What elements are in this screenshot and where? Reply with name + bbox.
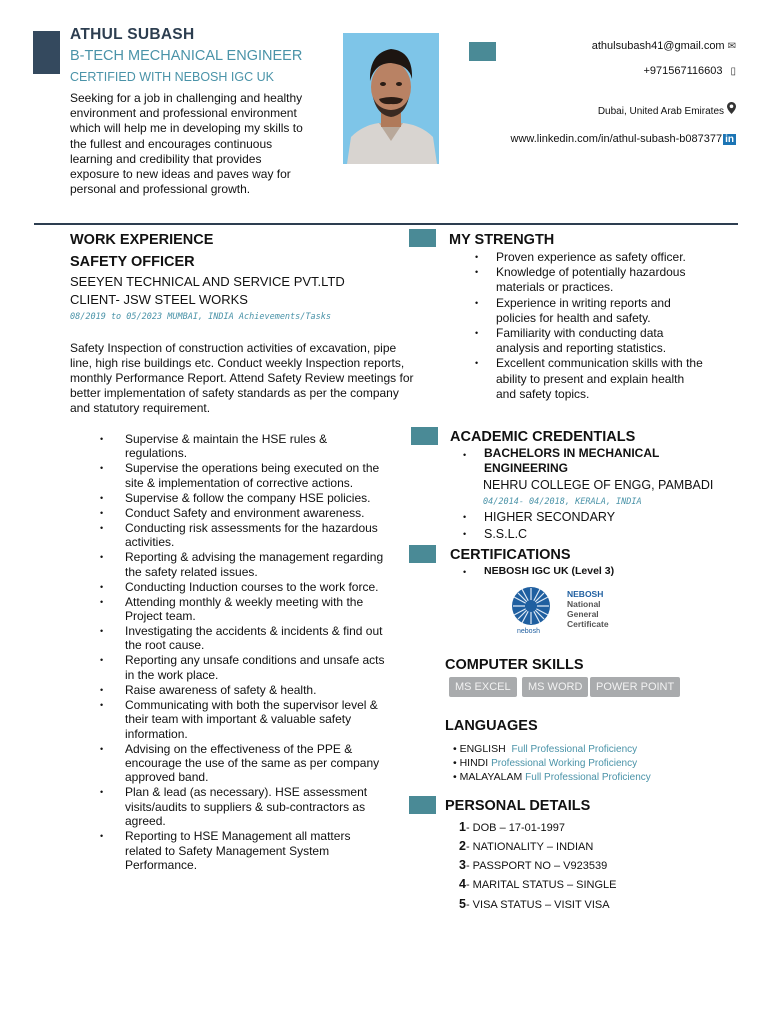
certifications-heading: CERTIFICATIONS [450,547,571,563]
language-item: • HINDI Professional Working Proficiency [453,757,638,769]
nebosh-logo-line: General [567,609,599,619]
list-item: • Proven experience as safety officer. [470,250,705,265]
contact-linkedin[interactable]: www.linkedin.com/in/athul-subash-b087377 in [510,133,734,145]
degree: BACHELORS IN MECHANICAL ENGINEERING [484,446,660,475]
contact-location: Dubai, United Arab Emirates [598,102,736,117]
bullet: • [463,529,467,539]
objective-summary: Seeking for a job in challenging and healthy environment and professional environment which will help me in developing my skills to the fullest and encourages continuous learning and credibility that provides exposure to new ideas and paves way for personal and professional growth. [70,91,303,197]
personal-item: 1- DOB – 17-01-1997 [459,820,566,834]
skill-chip: MS WORD [522,677,588,697]
list-item: • Conducting risk assessments for the hazardous activities. [100,521,390,550]
nebosh-logo-small: nebosh [517,628,540,635]
higher-secondary: HIGHER SECONDARY [484,510,616,524]
contact-email[interactable]: athulsubash41@gmail.com ✉ [591,40,736,52]
linkedin-icon: in [725,134,734,145]
work-description: Safety Inspection of construction activities of excavation, pipe line, high rise buildings etc. Conduct weekly Inspection reports, monthly Performance Report. Attend Safety Review meetings for better implementation of safety standards as per the company and statutory requirement. [70,341,414,415]
contact-accent-block [469,42,496,61]
list-item: • Reporting & advising the management regarding the safety related issues. [100,550,390,579]
nebosh-logo-line: National [567,599,601,609]
bullet: • [463,512,467,522]
profile-photo [343,33,439,164]
list-item: • Plan & lead (as necessary). HSE assessment visits/audits to suppliers & sub-contractors as agreed. [100,785,390,828]
certifications-accent-block [409,545,436,563]
personal-item: 2- NATIONALITY – INDIAN [459,839,594,853]
academic-heading: ACADEMIC CREDENTIALS [450,429,636,445]
list-item: • Reporting any unsafe conditions and unsafe acts in the work place. [100,653,390,682]
certification-item: NEBOSH IGC UK (Level 3) [484,565,615,577]
list-item: • Excellent communication skills with the ability to present and explain health and safety topics. [470,356,705,402]
list-item: • Knowledge of potentially hazardous materials or practices. [470,265,705,295]
company-name: SEEYEN TECHNICAL AND SERVICE PVT.LTD [70,274,345,289]
college: NEHRU COLLEGE OF ENGG, PAMBADI [483,478,714,492]
strength-heading: MY STRENGTH [449,232,555,248]
personal-accent-block [409,796,436,814]
work-experience-heading: WORK EXPERIENCE [70,232,214,248]
personal-heading: PERSONAL DETAILS [445,798,591,814]
list-item: • Supervise & maintain the HSE rules & regulations. [100,432,390,461]
list-item: • Supervise the operations being executed on the site & implementation of corrective actions. [100,461,390,490]
bullet: • [463,567,467,577]
personal-item: 5- VISA STATUS – VISIT VISA [459,897,610,911]
job-title: B-TECH MECHANICAL ENGINEER [70,48,303,64]
list-item: • Communicating with both the supervisor level & their team with important & valuable safety information. [100,698,390,741]
list-item: • Conduct Safety and environment awareness. [100,506,390,520]
sslc: S.S.L.C [484,527,528,541]
job-role: SAFETY OFFICER [70,254,195,270]
certification-line: CERTIFIED WITH NEBOSH IGC UK [70,70,274,84]
nebosh-logo-line: NEBOSH [567,589,604,599]
list-item: • Attending monthly & weekly meeting with the Project team. [100,595,390,624]
list-item: • Advising on the effectiveness of the PPE & encourage the use of the same as per company approved band. [100,742,390,785]
phone-icon: ▯ [730,66,736,77]
work-meta: 08/2019 to 05/2023 MUMBAI, INDIA Achievements/Tasks [70,312,331,322]
computer-skills-heading: COMPUTER SKILLS [445,657,584,673]
header-accent-block [33,31,60,74]
strength-list [470,250,705,402]
language-item: • MALAYALAM Full Professional Proficiency [453,771,651,783]
academic-accent-block [411,427,438,445]
skill-chip: MS EXCEL [449,677,517,697]
personal-item: 3- PASSPORT NO – V923539 [459,858,608,872]
list-item: • Raise awareness of safety & health. [100,683,390,697]
header-divider [34,223,738,225]
skill-chip: POWER POINT [590,677,680,697]
list-item: • Supervise & follow the company HSE policies. [100,491,390,505]
contact-phone[interactable]: +971567116603 ▯ [643,65,736,77]
nebosh-logo [510,585,620,640]
mail-icon: ✉ [727,41,736,52]
academic-meta: 04/2014- 04/2018, KERALA, INDIA [483,497,642,507]
languages-heading: LANGUAGES [445,718,538,734]
candidate-name: ATHUL SUBASH [70,26,195,43]
list-item: • Experience in writing reports and policies for health and safety. [470,296,705,326]
nebosh-logo-line: Certificate [567,619,609,629]
bullet: • [463,450,467,460]
list-item: • Reporting to HSE Management all matters related to Safety Management System Performance. [100,829,390,872]
list-item: • Investigating the accidents & incidents & find out the root cause. [100,624,390,653]
list-item: • Conducting Induction courses to the work force. [100,580,390,594]
location-icon [727,102,736,117]
strength-accent-block [409,229,436,247]
list-item: • Familiarity with conducting data analysis and reporting statistics. [470,326,705,356]
personal-item: 4- MARITAL STATUS – SINGLE [459,877,617,891]
client-name: CLIENT- JSW STEEL WORKS [70,292,248,307]
language-item: • ENGLISH Full Professional Proficiency [453,743,638,755]
duties-list [100,432,390,873]
